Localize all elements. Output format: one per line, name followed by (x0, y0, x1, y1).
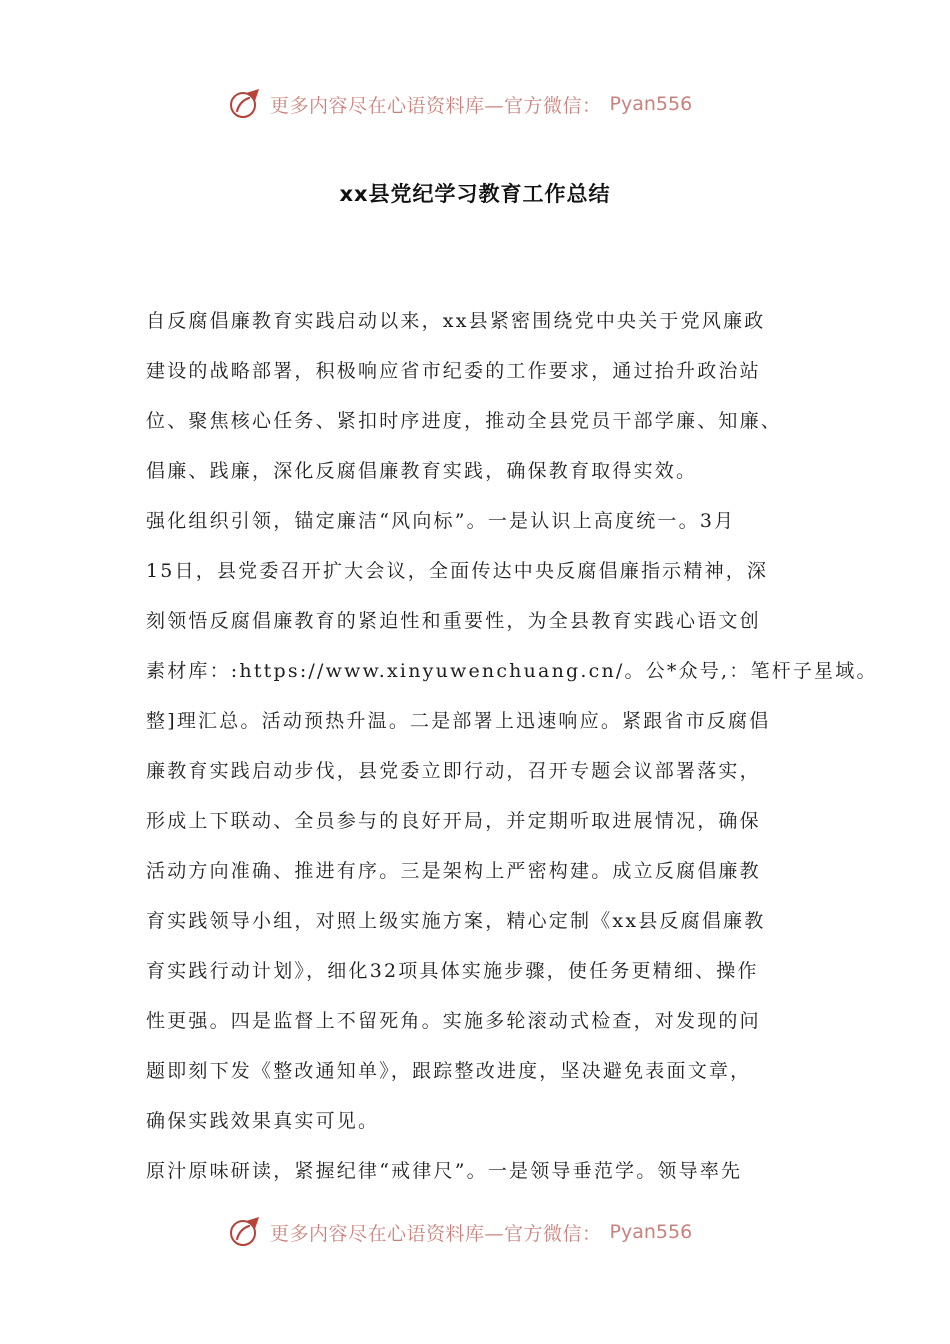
text-line: 育实践行动计划》，细化32项具体实施步骤，使任务更精细、操作 (146, 960, 759, 982)
text-line: 建设的战略部署，积极响应省市纪委的工作要求，通过抬升政治站 (146, 360, 761, 382)
text-line: 倡廉、践廉，深化反腐倡廉教育实践，确保教育取得实效。 (146, 460, 698, 482)
text-line: 刻领悟反腐倡廉教育的紧迫性和重要性，为全县教育实践心语文创 (146, 610, 761, 632)
text-line: 廉教育实践启动步伐，县党委立即行动，召开专题会议部署落实， (146, 760, 761, 782)
text-line: 15日，县党委召开扩大会议，全面传达中央反腐倡廉指示精神，深 (146, 560, 769, 582)
header-banner (228, 84, 692, 124)
banner-wechat-id: Pyan556 (609, 1221, 693, 1243)
footer-banner (228, 1212, 692, 1252)
banner-text: 更多内容尽在心语资料库—官方微信： (270, 1222, 602, 1245)
text-line: 确保实践效果真实可见。 (146, 1110, 380, 1132)
text-line: 育实践领导小组，对照上级实施方案，精心定制《xx县反腐倡廉教 (146, 910, 766, 932)
paragraph (146, 296, 826, 496)
text-line: 原汁原味研读，紧握纪律“戒律尺”。一是领导垂范学。领导率先 (146, 1160, 743, 1182)
document-title: xx县党纪学习教育工作总结 (339, 182, 611, 206)
text-line: 素材库：:https://www.xinyuwenchuang.cn/。公*众号,：笔杆子星域。 (146, 660, 878, 682)
text-line: 活动方向准确、推进有序。三是架构上严密构建。成立反腐倡廉教 (146, 860, 761, 882)
paragraph (146, 1146, 826, 1196)
pen-logo-icon (228, 1215, 262, 1249)
text-line: 位、聚焦核心任务、紧扣时序进度，推动全县党员干部学廉、知廉、 (146, 410, 783, 432)
text-line: 强化组织引领，锚定廉洁“风向标”。一是认识上高度统一。3月 (146, 510, 736, 532)
text-line: 形成上下联动、全员参与的良好开局，并定期听取进展情况，确保 (146, 810, 761, 832)
text-line: 题即刻下发《整改通知单》，跟踪整改进度，坚决避免表面文章， (146, 1060, 752, 1082)
banner-text: 更多内容尽在心语资料库—官方微信： (270, 94, 602, 117)
pen-logo-icon (228, 87, 262, 121)
text-line: 性更强。四是监督上不留死角。实施多轮滚动式检查，对发现的问 (146, 1010, 761, 1032)
document-body (146, 296, 878, 1196)
text-line: 自反腐倡廉教育实践启动以来，xx县紧密围绕党中央关于党风廉政 (146, 310, 766, 332)
text-line: 整]理汇总。活动预热升温。二是部署上迅速响应。紧跟省市反腐倡 (146, 710, 771, 732)
banner-wechat-id: Pyan556 (609, 93, 693, 115)
paragraph (146, 496, 878, 1146)
